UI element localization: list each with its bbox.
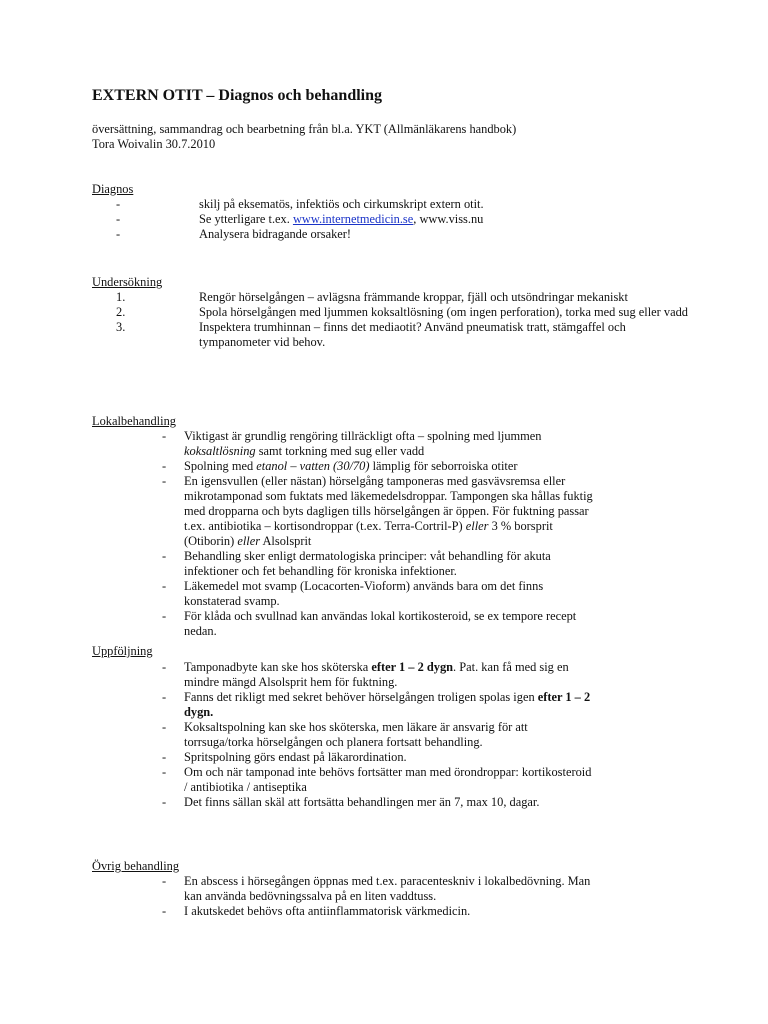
list-item-text: En abscess i hörsegången öppnas med t.ex. paracenteskniv i lokalbedövning. Man kan använda bedövningssalva på en liten vaddtuss. bbox=[184, 874, 591, 903]
list-item-text: En igensvullen (eller nästan) hörselgång tamponeras med gasvävsremsa eller mikrotamponad som fuktats med läkemedelsdroppar. Tampongen ska hållas fuktig med dropparna och byts dagligen tills hörselgången är öppen. För fuktning passar t.ex. antibiotika – kortisondroppar (t.ex. Terra-Cortril-P) bbox=[184, 474, 593, 533]
section-uppfoljning bbox=[92, 644, 692, 810]
dash-marker: - bbox=[162, 549, 167, 563]
list-item bbox=[92, 197, 692, 212]
dash-marker: - bbox=[162, 720, 167, 734]
dash-marker: - bbox=[162, 459, 167, 473]
list-item bbox=[92, 750, 597, 765]
dash-marker: - bbox=[162, 429, 167, 443]
list-item bbox=[92, 720, 597, 750]
list-item-text: I akutskedet behövs ofta antiinflammatorisk värkmedicin. bbox=[184, 904, 471, 918]
list-item-text: Koksaltspolning kan ske hos sköterska, men läkare är ansvarig för att torrsuga/torka hörselgången och planera fortsatt behandling. bbox=[184, 720, 528, 749]
section-heading-undersokning: Undersökning bbox=[92, 275, 163, 289]
section-heading-ovrig: Övrig behandling bbox=[92, 859, 180, 873]
uppfoljning-list bbox=[92, 660, 597, 810]
list-item bbox=[92, 474, 597, 549]
list-item bbox=[92, 549, 597, 579]
item-number: 1. bbox=[116, 290, 126, 304]
section-diagnos bbox=[92, 182, 692, 242]
list-item bbox=[92, 904, 597, 919]
list-item bbox=[92, 579, 597, 609]
bold-text: efter 1 – 2 dygn. bbox=[184, 690, 591, 719]
list-item-text: 3 % borsprit (Otiborin) bbox=[184, 519, 553, 548]
list-item-text: samt torkning med sug eller vadd bbox=[255, 444, 425, 458]
section-ovrig-behandling bbox=[92, 859, 692, 919]
dash-marker: - bbox=[162, 904, 167, 918]
item-number: 3. bbox=[116, 320, 126, 334]
dash-marker: - bbox=[116, 197, 121, 211]
list-item bbox=[92, 660, 597, 690]
list-item bbox=[92, 227, 692, 242]
undersokning-list bbox=[92, 290, 692, 350]
list-item-text: Fanns det rikligt med sekret behöver hörselgången troligen spolas igen bbox=[184, 690, 538, 704]
section-heading-lokalbehandling: Lokalbehandling bbox=[92, 414, 176, 428]
list-item-text: Behandling sker enligt dermatologiska principer: våt behandling för akuta infektioner och fet behandling för kroniska infektioner. bbox=[184, 549, 551, 578]
dash-marker: - bbox=[162, 660, 167, 674]
section-heading-uppfoljning: Uppföljning bbox=[92, 644, 153, 658]
meta-source-line: översättning, sammandrag och bearbetning från bl.a. YKT (Allmänläkarens handbok) bbox=[92, 122, 517, 136]
list-item-text: , www.viss.nu bbox=[413, 212, 484, 226]
dash-marker: - bbox=[162, 474, 167, 488]
dash-marker: - bbox=[116, 227, 121, 241]
list-item bbox=[92, 609, 597, 639]
dash-marker: - bbox=[116, 212, 121, 226]
ovrig-list bbox=[92, 874, 597, 919]
list-item bbox=[92, 305, 692, 320]
list-item-text: Viktigast är grundlig rengöring tillräckligt ofta – spolning med ljummen bbox=[184, 429, 542, 443]
list-item-text: Se ytterligare t.ex. bbox=[199, 212, 293, 226]
item-number: 2. bbox=[116, 305, 126, 319]
list-item-text: skilj på eksematös, infektiös och cirkumskript extern otit. bbox=[199, 197, 484, 211]
italic-text: eller bbox=[237, 534, 261, 548]
italic-text: eller bbox=[465, 519, 489, 533]
document-meta bbox=[92, 122, 516, 152]
list-item-text: . Pat. kan få med sig en mindre mängd Alsolsprit hem för fuktning. bbox=[184, 660, 569, 689]
document-title: EXTERN OTIT – Diagnos och behandling bbox=[92, 87, 383, 104]
list-item bbox=[92, 320, 692, 350]
list-item bbox=[92, 690, 597, 720]
bold-text: efter 1 – 2 dygn bbox=[371, 660, 454, 674]
section-undersokning bbox=[92, 275, 692, 350]
dash-marker: - bbox=[162, 579, 167, 593]
section-heading-diagnos: Diagnos bbox=[92, 182, 134, 196]
dash-marker: - bbox=[162, 750, 167, 764]
dash-marker: - bbox=[162, 690, 167, 704]
dash-marker: - bbox=[162, 765, 167, 779]
list-item bbox=[92, 212, 692, 227]
list-item bbox=[92, 795, 597, 810]
list-item bbox=[92, 290, 692, 305]
list-item-text: För klåda och svullnad kan användas lokal kortikosteroid, se ex tempore recept nedan. bbox=[184, 609, 577, 638]
list-item-text: Spola hörselgången med ljummen koksaltlösning (om ingen perforation), torka med sug eller vadd bbox=[199, 305, 688, 319]
section-lokalbehandling bbox=[92, 414, 692, 639]
list-item bbox=[92, 429, 597, 459]
list-item-text: Analysera bidragande orsaker! bbox=[199, 227, 352, 241]
list-item-text: Det finns sällan skäl att fortsätta behandlingen mer än 7, max 10, dagar. bbox=[184, 795, 540, 809]
meta-author-line: Tora Woivalin 30.7.2010 bbox=[92, 137, 216, 151]
italic-text: etanol – vatten (30/70) bbox=[256, 459, 370, 473]
list-item bbox=[92, 459, 597, 474]
dash-marker: - bbox=[162, 609, 167, 623]
diagnos-list bbox=[92, 197, 692, 242]
list-item-text: Tamponadbyte kan ske hos sköterska bbox=[184, 660, 372, 674]
lokalbehandling-list bbox=[92, 429, 597, 639]
list-item-text: Alsolsprit bbox=[260, 534, 312, 548]
internetmedicin-link[interactable]: www.internetmedicin.se bbox=[292, 212, 414, 226]
list-item bbox=[92, 765, 597, 795]
list-item-text: Inspektera trumhinnan – finns det mediaotit? Använd pneumatisk tratt, stämgaffel och tympanometer vid behov. bbox=[199, 320, 626, 349]
list-item-text: Läkemedel mot svamp (Locacorten-Vioform) används bara om det finns konstaterad svamp. bbox=[184, 579, 544, 608]
list-item-text: Rengör hörselgången – avlägsna främmande kroppar, fjäll och utsöndringar mekaniskt bbox=[199, 290, 628, 304]
list-item-text: Spolning med bbox=[184, 459, 257, 473]
list-item-text: Spritspolning görs endast på läkarordination. bbox=[184, 750, 407, 764]
list-item bbox=[92, 874, 597, 904]
dash-marker: - bbox=[162, 874, 167, 888]
list-item-text: Om och när tamponad inte behövs fortsätter man med örondroppar: kortikosteroid / antibiotika / antiseptika bbox=[184, 765, 592, 794]
italic-text: koksaltlösning bbox=[184, 444, 256, 458]
dash-marker: - bbox=[162, 795, 167, 809]
list-item-text: lämplig för seborroiska otiter bbox=[369, 459, 518, 473]
